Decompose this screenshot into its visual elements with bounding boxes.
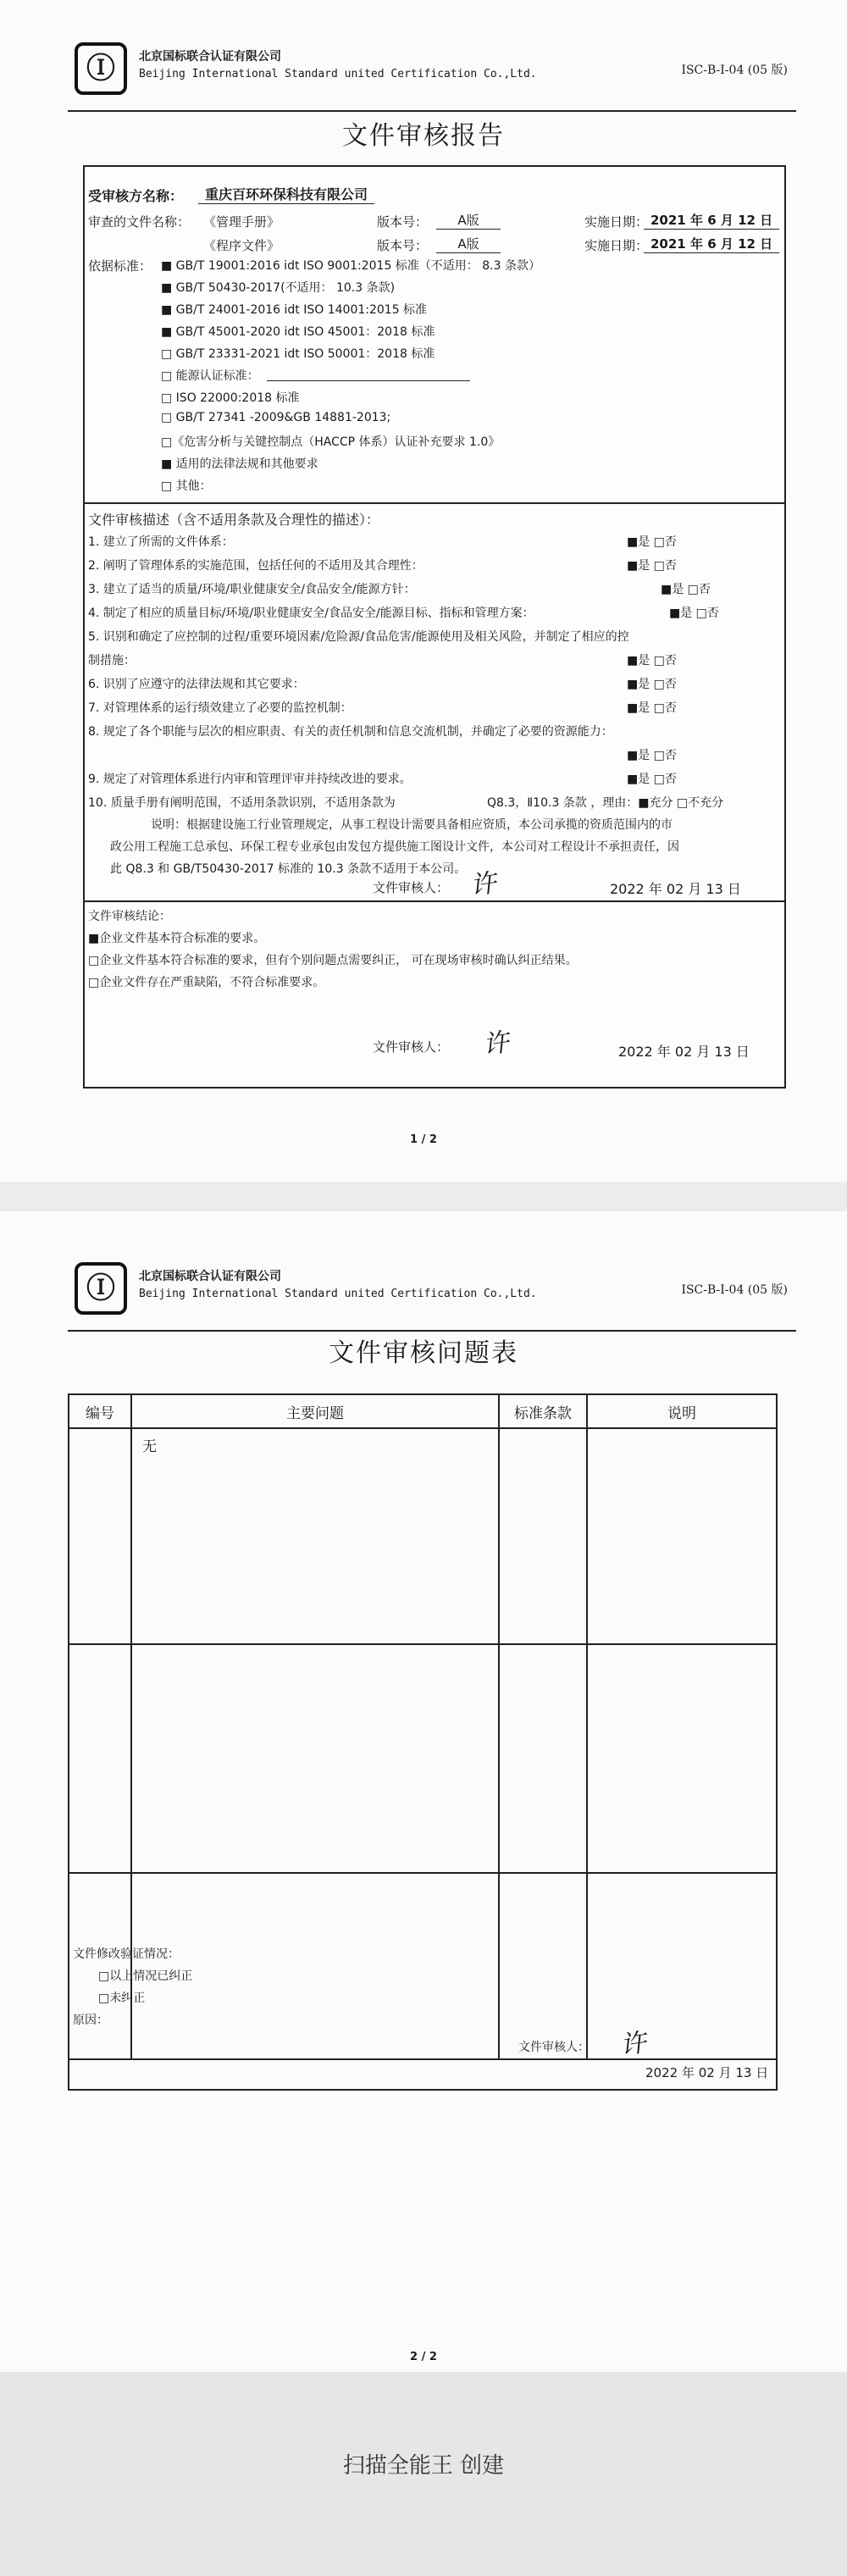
reason-label: 原因： <box>73 2014 108 2027</box>
standard-item: ■ GB/T 24001-2016 idt ISO 14001:2015 标准 <box>161 303 428 317</box>
verify-date: 2022 年 02 月 13 日 <box>645 2065 769 2080</box>
standard-item: □《危害分析与关键控制点（HACCP 体系）认证补充要求 1.0》 <box>161 435 501 449</box>
file-date: 2021 年 6 月 12 日 <box>644 235 779 253</box>
file-date: 2021 年 6 月 12 日 <box>644 211 779 230</box>
page-header <box>68 1262 796 1332</box>
item-text: 6. 识别了应遵守的法律法规和其它要求： <box>88 678 305 691</box>
standard-item: □ GB/T 27341 -2009&GB 14881-2013; <box>161 411 391 424</box>
verify-title: 文件修改验证情况： <box>73 1947 180 1961</box>
item-mark: ■是 □否 <box>627 701 677 715</box>
report-page-1 <box>0 0 847 1182</box>
auditor-signature: 许 <box>481 1028 511 1061</box>
org-logo: Ⓘ <box>75 1262 127 1315</box>
note-line: 政公用工程施工总承包、环保工程专业承包由发包方提供施工图设计文件，本公司对工程设计不承担责任，因 <box>110 840 679 854</box>
conclusion-option: ■企业文件基本符合标准的要求。 <box>88 932 266 945</box>
org-name-en: Beijing International Standard united Certification Co.,Ltd. <box>139 1288 537 1300</box>
standard-item: □ 能源认证标准： <box>161 369 259 383</box>
col-header: 编号 <box>69 1394 131 1428</box>
col-header: 主要问题 <box>131 1394 499 1428</box>
doc-number: ISC-B-I-04 (05 版) <box>681 1283 788 1297</box>
item-text: 制措施： <box>88 654 136 668</box>
standard-item: □ GB/T 23331-2021 idt ISO 50001：2018 标准 <box>161 347 435 361</box>
verification-box <box>68 1938 778 2091</box>
auditor-signature: 许 <box>618 2028 648 2061</box>
org-name-cn: 北京国标联合认证有限公司 <box>139 1270 281 1283</box>
files-label: 审查的文件名称： <box>88 214 191 230</box>
item-text: 1. 建立了所需的文件体系： <box>88 535 234 549</box>
item-mark: ■是 □否 <box>627 749 677 762</box>
file-version: A版 <box>436 211 501 230</box>
table-header-row <box>69 1394 777 1428</box>
standard-item: ■ GB/T 19001:2016 idt ISO 9001:2015 标准（不适用： 8.3 条款） <box>161 259 540 273</box>
standard-item: ■ 适用的法律法规和其他要求 <box>161 457 318 471</box>
basis-label: 依据标准： <box>88 258 152 274</box>
desc-title: 文件审核描述（含不适用条款及合理性的描述）： <box>88 512 380 528</box>
audit-date: 2022 年 02 月 13 日 <box>610 881 741 897</box>
issue-text: 无 <box>131 1428 499 1644</box>
note-line: 此 Q8.3 和 GB/T50430-2017 标准的 10.3 条款不适用于本公司。 <box>110 862 467 876</box>
doc-number: ISC-B-I-04 (05 版) <box>681 64 788 77</box>
verify-option: □未纠正 <box>98 1992 146 2005</box>
auditor-label: 文件审核人： <box>373 880 450 895</box>
client-name: 重庆百环环保科技有限公司 <box>198 184 374 204</box>
conclusion-frame <box>83 902 786 1089</box>
item-text: 7. 对管理体系的运行绩效建立了必要的监控机制： <box>88 701 352 715</box>
col-header: 说明 <box>587 1394 777 1428</box>
standard-item: □ 其他： <box>161 479 212 493</box>
standard-item: ■ GB/T 45001-2020 idt ISO 45001：2018 标准 <box>161 325 435 339</box>
table-row <box>69 1428 777 1644</box>
note-line: 说明：根据建设施工行业管理规定，从事工程设计需要具备相应资质，本公司承揽的资质范围内的市 <box>151 818 673 832</box>
conclusion-option: □企业文件基本符合标准的要求，但有个别问题点需要纠正， 可在现场审核时确认纠正结果。 <box>88 954 578 967</box>
page-title: 文件审核报告 <box>342 121 505 151</box>
item-mark: ■是 □否 <box>627 535 677 549</box>
section-divider <box>85 502 784 504</box>
report-frame: 受审核方名称： 重庆百环环保科技有限公司 审查的文件名称： 《管理手册》 版本号： A版 实施日期： 2021 年 6 月 12 日 《程序文件》 版本号： A版 实施日期： 2021 年 6 月 12 日 依据标准： ■ GB/T 19001:2016 idt ISO 9001:2015 标准（不适用： 8.3 条款） ■ GB/T 50430-2017(不适用： 10.3 条款) ■ GB/T 24001-2016 idt ISO 14001:2015 标准 ■ GB/T 45001-2020 idt ISO 45001：2018 标准 □ GB/T 23331-2021 idt ISO 50001：2018 标准 □ 能源认证标准： □ ISO 22000:2018 标准 □ GB/T 27341 -2009&GB 14881-2013; □《危害分析与关键控制点（HACCP 体系）认证补充要求 1.0》 ■ 适用的法律法规和其他要求 □ 其他： 文件审核描述（含不适用条款及合理性的描述）： 1. 建立了所需的文件体系： ■是 □否 2. 阐明了管理体系的实施范围，包括任何的不适用及其合理性： ■是 □否 3. 建立了适当的质量/环境/职业健康安全/食品安全/能源方针： ■是 □否 4. 制定了相应的质量目标/环境/职业健康安全/食品安全/能源目标、指标和管理方案： ■是 □否 5. 识别和确定了应控制的过程/重要环境因素/危险源/食品危害/能源使用及相关风险，并制定了相应的控 制措施： ■是 □否 6. 识别了应遵守的法律法规和其它要求： ■是 □否 7. 对管理体系的运行绩效建立了必要的监控机制： ■是 □否 8. 规定了各个职能与层次的相应职责、有关的责任机制和信息交流机制，并确定了必要的资源能力： ■是 □否 9. 规定了对管理体系进行内审和管理评审并持续改进的要求。 ■是 □否 10. 质量手册有阐明范围，不适用条款识别，不适用条款为 Q8.3，Ⅱ10.3 条款 ，理由：■充分 □不充分 说明：根据建设施工行业管理规定，从事工程设计需要具备相应资质，本公司承揽的资质范围内的市 政公用工程施工总承包、环保工程专业承包由发包方提供施工图设计文件，本公司对工程设计不承担责任，因 此 Q8.3 和 GB/T50430-2017 标准的 10.3 条款不适用于本公司。 文件审核人： 许 2022 年 02 月 13 日 <box>83 165 786 902</box>
page-number: 1 / 2 <box>410 1133 437 1146</box>
item-text: 10. 质量手册有阐明范围，不适用条款识别，不适用条款为 <box>88 796 396 810</box>
item-text: 9. 规定了对管理体系进行内审和管理评审并持续改进的要求。 <box>88 773 412 786</box>
conclusion-option: □企业文件存在严重缺陷，不符合标准要求。 <box>88 976 325 989</box>
scanner-watermark-text: 扫描全能王 创建 <box>342 2453 505 2479</box>
auditor-label: 文件审核人： <box>373 1039 450 1055</box>
client-label: 受审核方名称： <box>88 188 184 204</box>
page-header <box>68 42 796 112</box>
standard-item: ■ GB/T 50430-2017(不适用： 10.3 条款) <box>161 281 396 295</box>
file-version: A版 <box>436 235 501 253</box>
item-mark: ■是 □否 <box>627 654 677 668</box>
scanner-watermark-footer <box>0 2372 847 2576</box>
blank-line <box>267 380 470 381</box>
item-text: 4. 制定了相应的质量目标/环境/职业健康安全/食品安全/能源目标、指标和管理方案： <box>88 607 534 620</box>
conclusion-title: 文件审核结论： <box>88 910 171 923</box>
item-mark: ■是 □否 <box>627 559 677 573</box>
file-name: 《管理手册》 <box>203 214 280 230</box>
standard-item: □ ISO 22000:2018 标准 <box>161 391 300 405</box>
item-mark: ■是 □否 <box>661 583 711 596</box>
page-number: 2 / 2 <box>410 2351 437 2363</box>
item-mark: ■是 □否 <box>669 607 719 620</box>
verify-option: □以上情况已纠正 <box>98 1969 193 1983</box>
org-name-cn: 北京国标联合认证有限公司 <box>139 50 281 64</box>
item-mark: ■是 □否 <box>627 773 677 786</box>
item-text: 2. 阐明了管理体系的实施范围，包括任何的不适用及其合理性： <box>88 559 424 573</box>
org-name-en: Beijing International Standard united Certification Co.,Ltd. <box>139 68 537 80</box>
file-name: 《程序文件》 <box>203 238 280 253</box>
auditor-signature: 许 <box>468 868 498 901</box>
conclusion-date: 2022 年 02 月 13 日 <box>618 1044 750 1060</box>
item-mark: Q8.3，Ⅱ10.3 条款 ，理由：■充分 □不充分 <box>487 796 724 810</box>
auditor-label: 文件审核人： <box>518 2041 590 2054</box>
item-text: 5. 识别和确定了应控制的过程/重要环境因素/危险源/食品危害/能源使用及相关风险，并制定了相应的控 <box>88 630 629 644</box>
col-header: 标准条款 <box>499 1394 587 1428</box>
table-row <box>69 1644 777 1873</box>
item-text: 3. 建立了适当的质量/环境/职业健康安全/食品安全/能源方针： <box>88 583 416 596</box>
item-text: 8. 规定了各个职能与层次的相应职责、有关的责任机制和信息交流机制，并确定了必要的资源能力： <box>88 725 613 739</box>
item-mark: ■是 □否 <box>627 678 677 691</box>
org-logo: Ⓘ <box>75 42 127 95</box>
report-page-2 <box>0 1211 847 2372</box>
page-title: 文件审核问题表 <box>329 1338 518 1368</box>
